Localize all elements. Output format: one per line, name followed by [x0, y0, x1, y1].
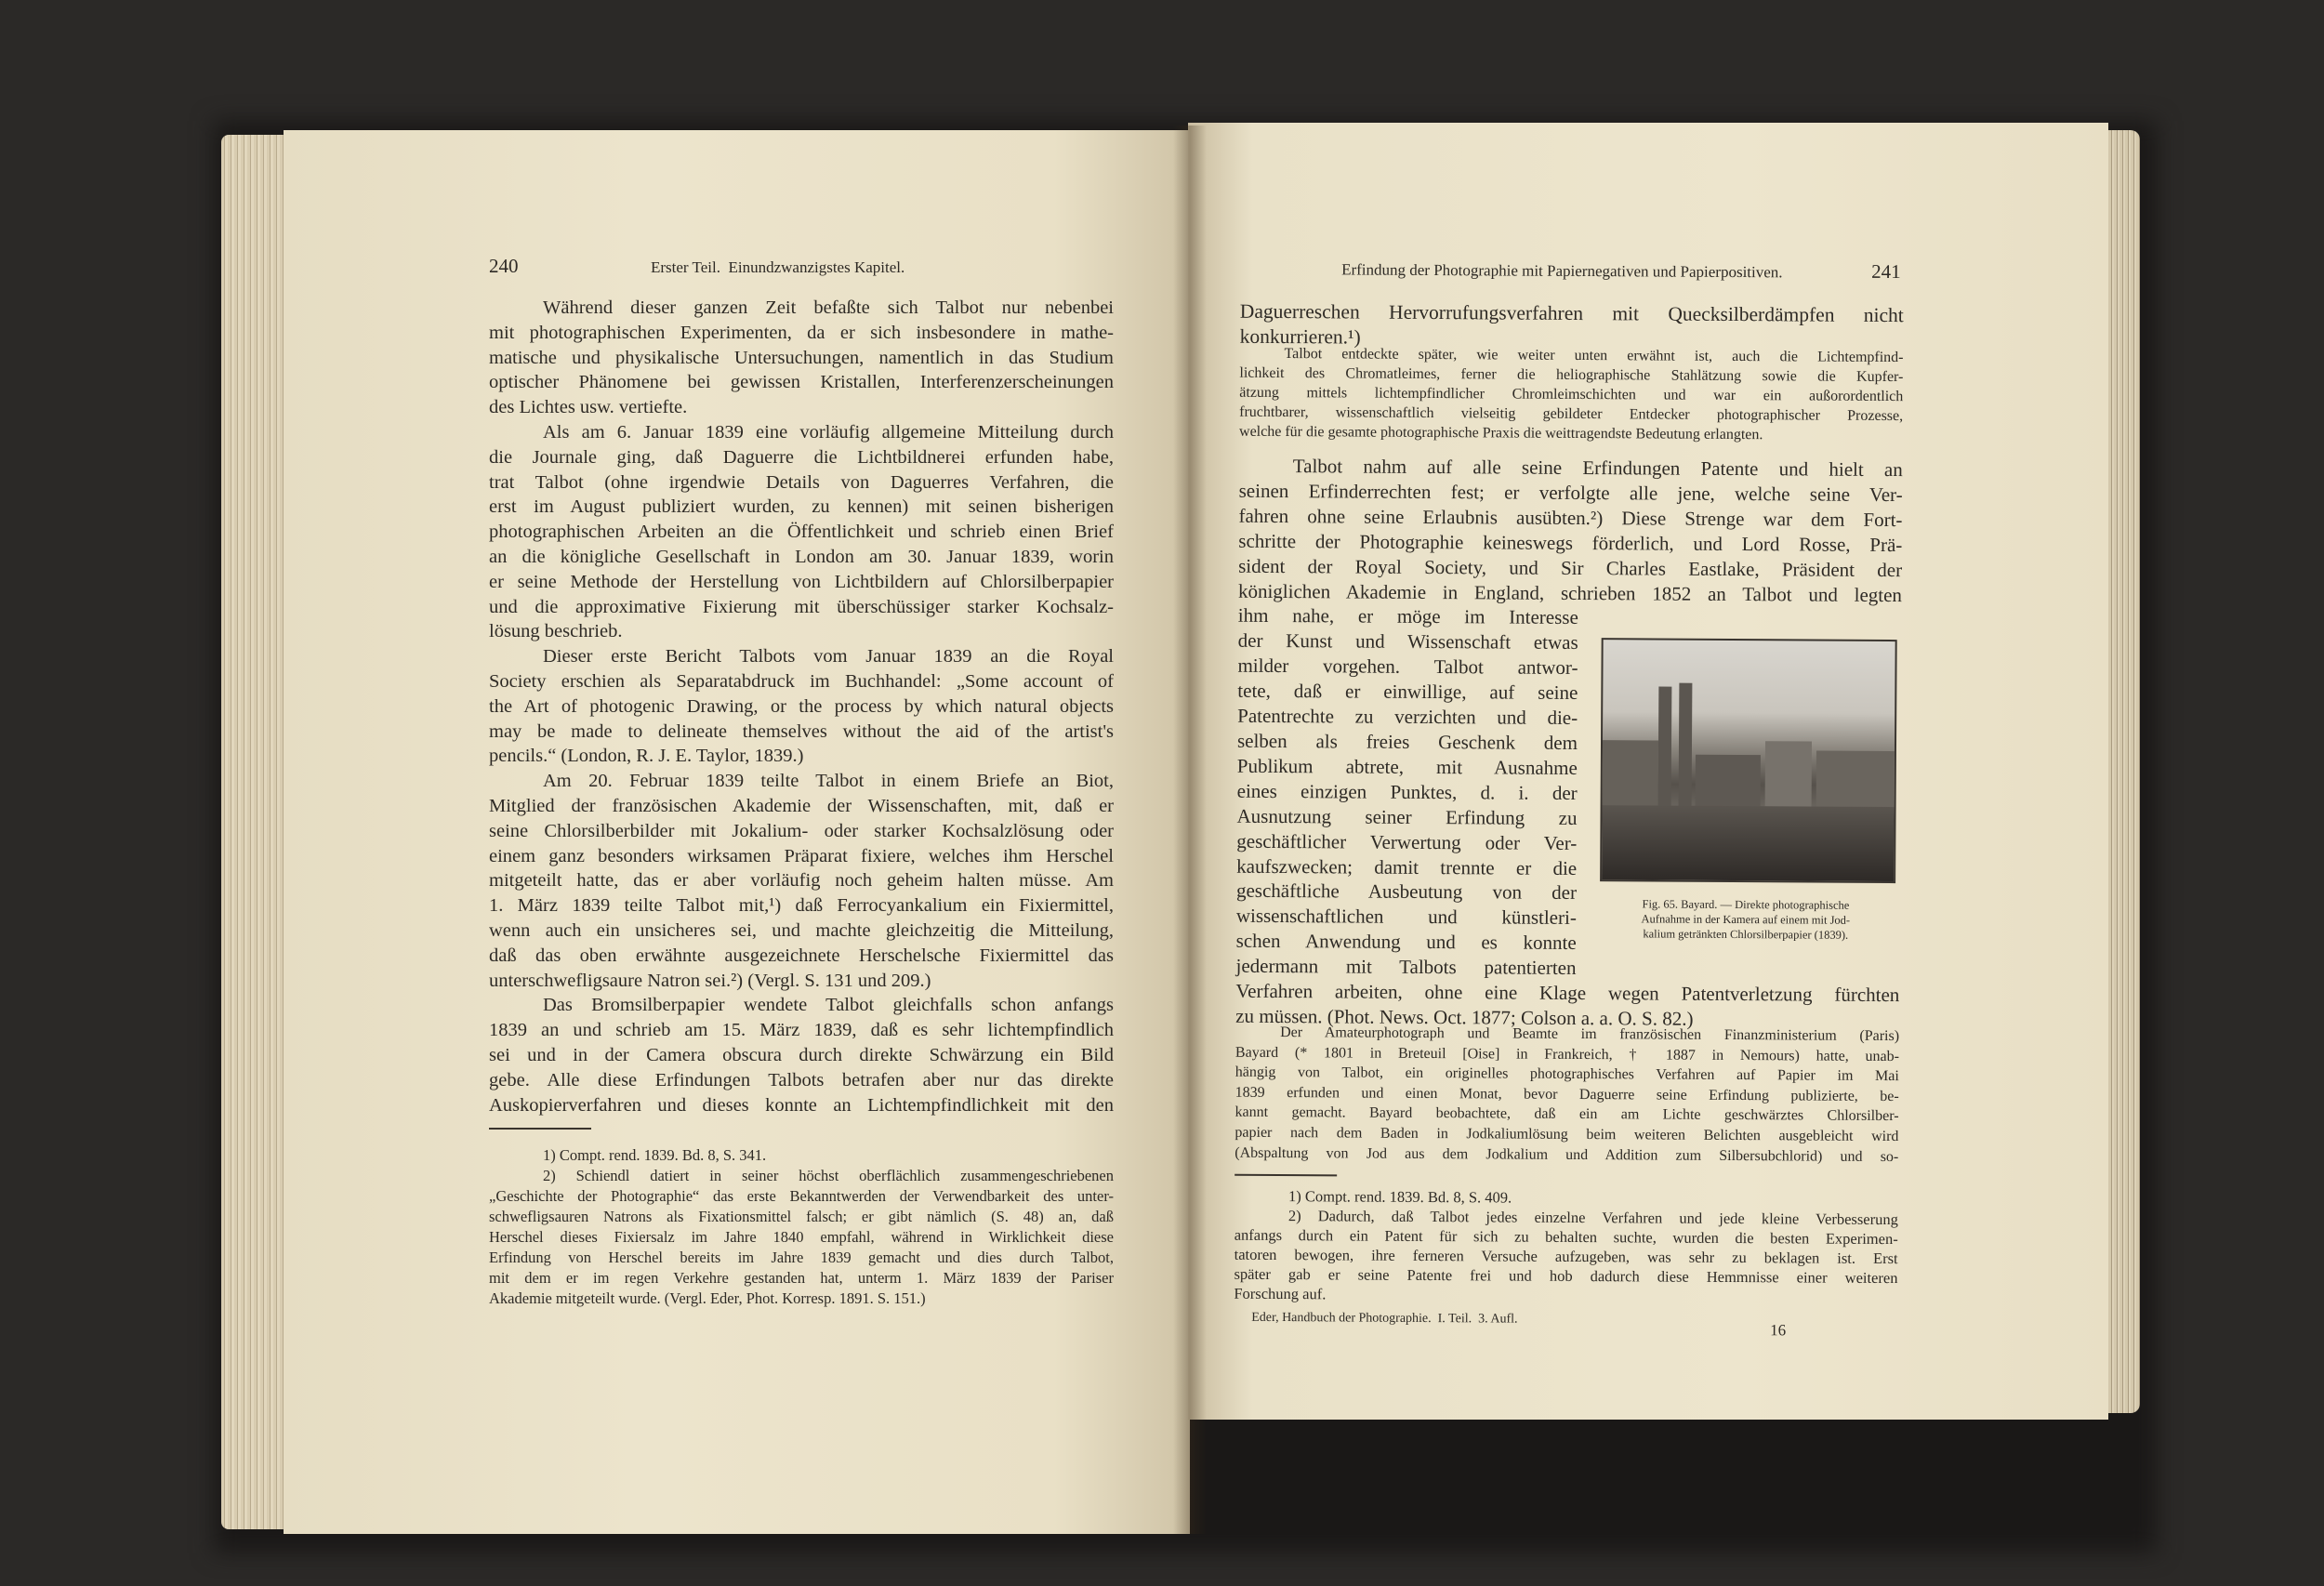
footnote-line: 1) Compt. rend. 1839. Bd. 8, S. 409. — [1287, 1187, 1512, 1207]
body-line: photographischen Arbeiten an die Öffentlichkeit und schrieb einen Brief — [489, 522, 1114, 543]
footnote-line: 2) Dadurch, daß Talbot jedes einzelne Verfahren und jede kleine Verbesserung — [1287, 1207, 1898, 1229]
body-line: Publikum abtrete, mit Ausnahme — [1236, 754, 1578, 779]
body-line: des Lichtes usw. vertiefte. — [489, 397, 688, 418]
body-line: jedermann mit Talbots patentierten — [1235, 954, 1577, 980]
footnote-line: mit dem er im regen Verkehre gestanden hat, unterm 1. März 1839 der Pariser — [489, 1269, 1114, 1287]
body-line: zu müssen. (Phot. News. Oct. 1877; Colson a. a. O. S. 82.) — [1235, 1004, 1694, 1030]
footnote-line: „Geschichte der Photographie“ das erste Bekanntwerden der Verwendbarkeit des unter- — [489, 1187, 1114, 1205]
body-line: seinen Erfinderrechten fest; er verfolgte alle jene, welche seine Ver- — [1238, 479, 1903, 507]
body-line: wissenschaftlichen und künstleri- — [1235, 905, 1577, 930]
body-line: Patentrechte zu verzichten und die- — [1237, 704, 1578, 730]
signature-line: Eder, Handbuch der Photographie. I. Teil. 3. Aufl. — [1251, 1310, 1518, 1327]
caption-line: Aufnahme in der Kamera auf einem mit Jod- — [1641, 912, 1851, 927]
caption-line: Fig. 65. Bayard. — Direkte photographische — [1642, 897, 1850, 912]
body-line: einem ganz besonders wirksamen Präparat fixiere, welches ihm Herschel — [489, 845, 1114, 866]
signature-mark: 16 — [1770, 1321, 1787, 1340]
body-line: sei und in der Camera obscura durch direkte Schwärzung ein Bild — [489, 1044, 1114, 1065]
footnote-line: Erfindung von Herschel bereits im Jahre 1839 gemacht und dies durch Talbot, — [489, 1249, 1114, 1266]
body-line: Ausnutzung seiner Erfindung zu — [1236, 804, 1578, 829]
figure-caption — [1594, 896, 1897, 943]
footnote-line: 2) Schiendl datiert in seiner höchst oberflächlich zusammengeschriebenen — [543, 1167, 1114, 1184]
footnote-line: später gab er seine Patente frei und hob dadurch diese Hemmnisse einer weiteren — [1234, 1264, 1898, 1288]
body-line: Society erschien als Separatabdruck im Buchhandel: „Some account of — [489, 670, 1114, 692]
bayard-line: papier nach dem Baden in Jodkaliumlösung beim weiteren Belichten ausgebleicht wird — [1235, 1124, 1899, 1145]
body-line: Dieser erste Bericht Talbots vom Januar 1839 an die Royal — [543, 646, 1114, 667]
body-line: Mitglied der französischen Akademie der Wissenschaften, mit, daß er — [489, 795, 1114, 816]
bayard-line: hängig von Talbot, ein originelles photographisches Verfahren auf Papier im Mai — [1235, 1064, 1899, 1085]
footnote-line: Akademie mitgeteilt wurde. (Vergl. Eder, Phot. Korresp. 1891. S. 151.) — [489, 1289, 926, 1307]
bayard-paragraph — [1235, 1023, 1899, 1168]
body-line: sident der Royal Society, und Sir Charles Eastlake, Präsident der — [1238, 554, 1903, 581]
body-line: ihm nahe, er möge im Interesse — [1237, 604, 1578, 629]
footnote-line: anfangs durch ein Patent für sich zu behalten suchte, wurden die besten Experimen- — [1234, 1225, 1898, 1249]
body-line: an die königliche Gesellschaft in London am 30. Januar 1839, worin — [489, 546, 1114, 567]
note-line: fruchtbarer, wissenschaftlich vielseitig gebildeter Entdecker photographischer Prozesse, — [1239, 403, 1904, 425]
body-line: 1. März 1839 teilte Talbot mit,¹) daß Ferrocyankalium ein Fixiermittel, — [489, 895, 1114, 917]
body-line: lösung beschrieb. — [489, 621, 623, 642]
body-line: Am 20. Februar 1839 teilte Talbot in einem Briefe an Biot, — [543, 771, 1114, 792]
bayard-line: kannt gemacht. Bayard beobachtete, daß ein am Lichte geschwärztes Chlorsilber- — [1235, 1104, 1899, 1125]
body-line: daß das oben erwähnte ausgezeichnete Herschelsche Fixiermittel das — [489, 945, 1114, 966]
rooftops — [1602, 805, 1894, 881]
footnote-line: Forschung auf. — [1234, 1284, 1327, 1303]
body-line: selben als freies Geschenk dem — [1236, 729, 1578, 754]
footnote-rule — [1235, 1174, 1337, 1176]
body-line: may be made to delineate themselves without the aid of the artist's — [489, 720, 1114, 742]
body-line: königlichen Akademie in England, schrieben 1852 an Talbot und legten — [1237, 579, 1903, 606]
body-line: konkurrieren.¹) — [1239, 324, 1361, 349]
body-line: matische und physikalische Untersuchungen, namentlich in das Studium — [489, 347, 1114, 368]
body-line: Talbot nahm auf alle seine Erfindungen Patente und hielt an — [1292, 455, 1903, 482]
body-line: eines einzigen Punktes, d. i. der — [1236, 779, 1578, 804]
right-note-paragraph — [1239, 344, 1904, 445]
right-footnotes — [1234, 1186, 1898, 1307]
body-line: Als am 6. Januar 1839 eine vorläufig allgemeine Mitteilung durch — [543, 421, 1114, 443]
right-running-head: Erfindung der Photographie mit Papiernegativen und Papierpositiven. — [1341, 260, 1783, 282]
body-line: Daguerreschen Hervorrufungsverfahren mit Quecksilberdämpfen nicht — [1239, 299, 1904, 327]
body-line: geschäftlicher Verwertung oder Ver- — [1236, 829, 1578, 854]
body-line: optischer Phänomene bei gewissen Kristallen, Interferenzerscheinungen — [489, 372, 1114, 393]
body-line: wenn auch ein unsicheres sei, und machte gleichzeitig die Mitteilung, — [489, 919, 1114, 941]
body-line: mit photographischen Experimenten, da er sich insbesondere in mathe- — [489, 322, 1114, 343]
body-line: unterschwefligsaure Natron sei.²) (Vergl. S. 131 und 209.) — [489, 970, 931, 991]
body-line: erst im August publiziert wurden, zu kennen) mit seinen bisherigen — [489, 496, 1114, 518]
left-running-head: Erster Teil. Einundzwanzigstes Kapitel. — [651, 258, 905, 276]
body-line: schritte der Photographie keineswegs förderlich, und Lord Rosse, Prä- — [1238, 529, 1903, 556]
body-line: seine Chlorsilberbilder mit Jokalium- oder starker Kochsalzlösung oder — [489, 820, 1114, 841]
bayard-line: Bayard (* 1801 in Breteuil [Oise] in Frankreich, † 1887 in Nemours) hatte, unab- — [1235, 1044, 1900, 1064]
body-line: fahren ohne seine Erlaubnis ausübten.²) Diese Strenge war dem Fort- — [1238, 504, 1903, 531]
footnote-line: schwefligsauren Natrons als Fixationsmittel falsch; er gibt nämlich (S. 48) an, daß — [489, 1208, 1114, 1225]
note-line: Talbot entdeckte später, wie weiter unten erwähnt ist, auch die Lichtempfind- — [1284, 346, 1904, 366]
body-line: kaufszwecken; damit trennte er die — [1236, 854, 1578, 879]
body-line: Während dieser ganzen Zeit befaßte sich Talbot nur nebenbei — [543, 297, 1114, 318]
body-line: trat Talbot (ohne irgendwie Details von Daguerres Verfahren, die — [489, 471, 1114, 493]
body-line: gebe. Alle diese Erfindungen Talbots betrafen aber nur das direkte — [489, 1069, 1114, 1090]
body-line: geschäftliche Ausbeutung von der — [1235, 879, 1578, 905]
note-line: ätzung mittels lichtempfindlicher Chromleimschichten und war ein außorordentlich — [1239, 384, 1904, 405]
body-line: Auskopierverfahren und dieses konnte an Lichtempfindlichkeit mit den — [489, 1094, 1114, 1116]
body-line: die Journale ging, daß Daguerre die Lichtbildnerei erfunden habe, — [489, 446, 1114, 468]
body-line: Verfahren arbeiten, ohne eine Klage wegen Patentverletzung fürchten — [1235, 979, 1900, 1007]
note-line: welche für die gesamte photographische Praxis die weittragendste Bedeutung erlangten. — [1238, 423, 1763, 443]
bayard-line: 1839 erfunden und einen Monat, bevor Daguerre seine Erfindung publizierte, be- — [1235, 1084, 1899, 1104]
footnote-line: 1) Compt. rend. 1839. Bd. 8, S. 341. — [543, 1146, 767, 1164]
bayard-line: (Abspaltung von Jod aus dem Jodkalium und Addition zum Silbersubchlorid) und so- — [1235, 1144, 1899, 1165]
body-line: tete, daß er einwillige, auf seine — [1237, 679, 1578, 705]
body-line: pencils.“ (London, R. J. E. Taylor, 1839.) — [489, 746, 804, 767]
caption-line: kalium getränkten Chlorsilberpapier (1839). — [1643, 927, 1849, 942]
body-line: Das Bromsilberpapier wendete Talbot gleichfalls schon anfangs — [543, 995, 1114, 1016]
body-line: der Kunst und Wissenschaft etwas — [1237, 629, 1578, 654]
figure-65-photograph — [1600, 638, 1897, 883]
bayard-line: Der Amateurphotograph und Beamte im französischen Finanzministerium (Paris) — [1280, 1024, 1900, 1045]
body-line: the Art of photogenic Drawing, or the process by which natural objects — [489, 695, 1114, 717]
note-line: lichkeit des Chromatleimes, ferner die heliographische Stahlätzung sowie die Kupfer- — [1239, 364, 1904, 386]
body-line: schen Anwendung und es konnte — [1235, 929, 1577, 955]
footnote-line: tatoren bewogen, ihre ferneren Versuche aufzugeben, was sehr zu beklagen ist. Erst — [1234, 1245, 1898, 1268]
body-line: und die approximative Fixierung mit überschüssiger starker Kochsalz- — [489, 596, 1114, 617]
body-line: milder vorgehen. Talbot antwor- — [1237, 654, 1578, 680]
body-line: er seine Methode der Herstellung von Lichtbildern auf Chlorsilberpapier — [489, 571, 1114, 592]
left-page-number: 240 — [489, 255, 519, 277]
body-line: 1839 an und schrieb am 15. März 1839, daß es sehr lichtempfindlich — [489, 1020, 1114, 1041]
body-line: mitgeteilt hatte, das er aber vorläufig noch geheim halten müsse. Am — [489, 870, 1114, 892]
right-page-number: 241 — [1871, 259, 1901, 284]
footnote-line: Herschel dieses Fixiersalz im Jahre 1840 empfahl, während in Wirklichkeit diese — [489, 1228, 1114, 1246]
